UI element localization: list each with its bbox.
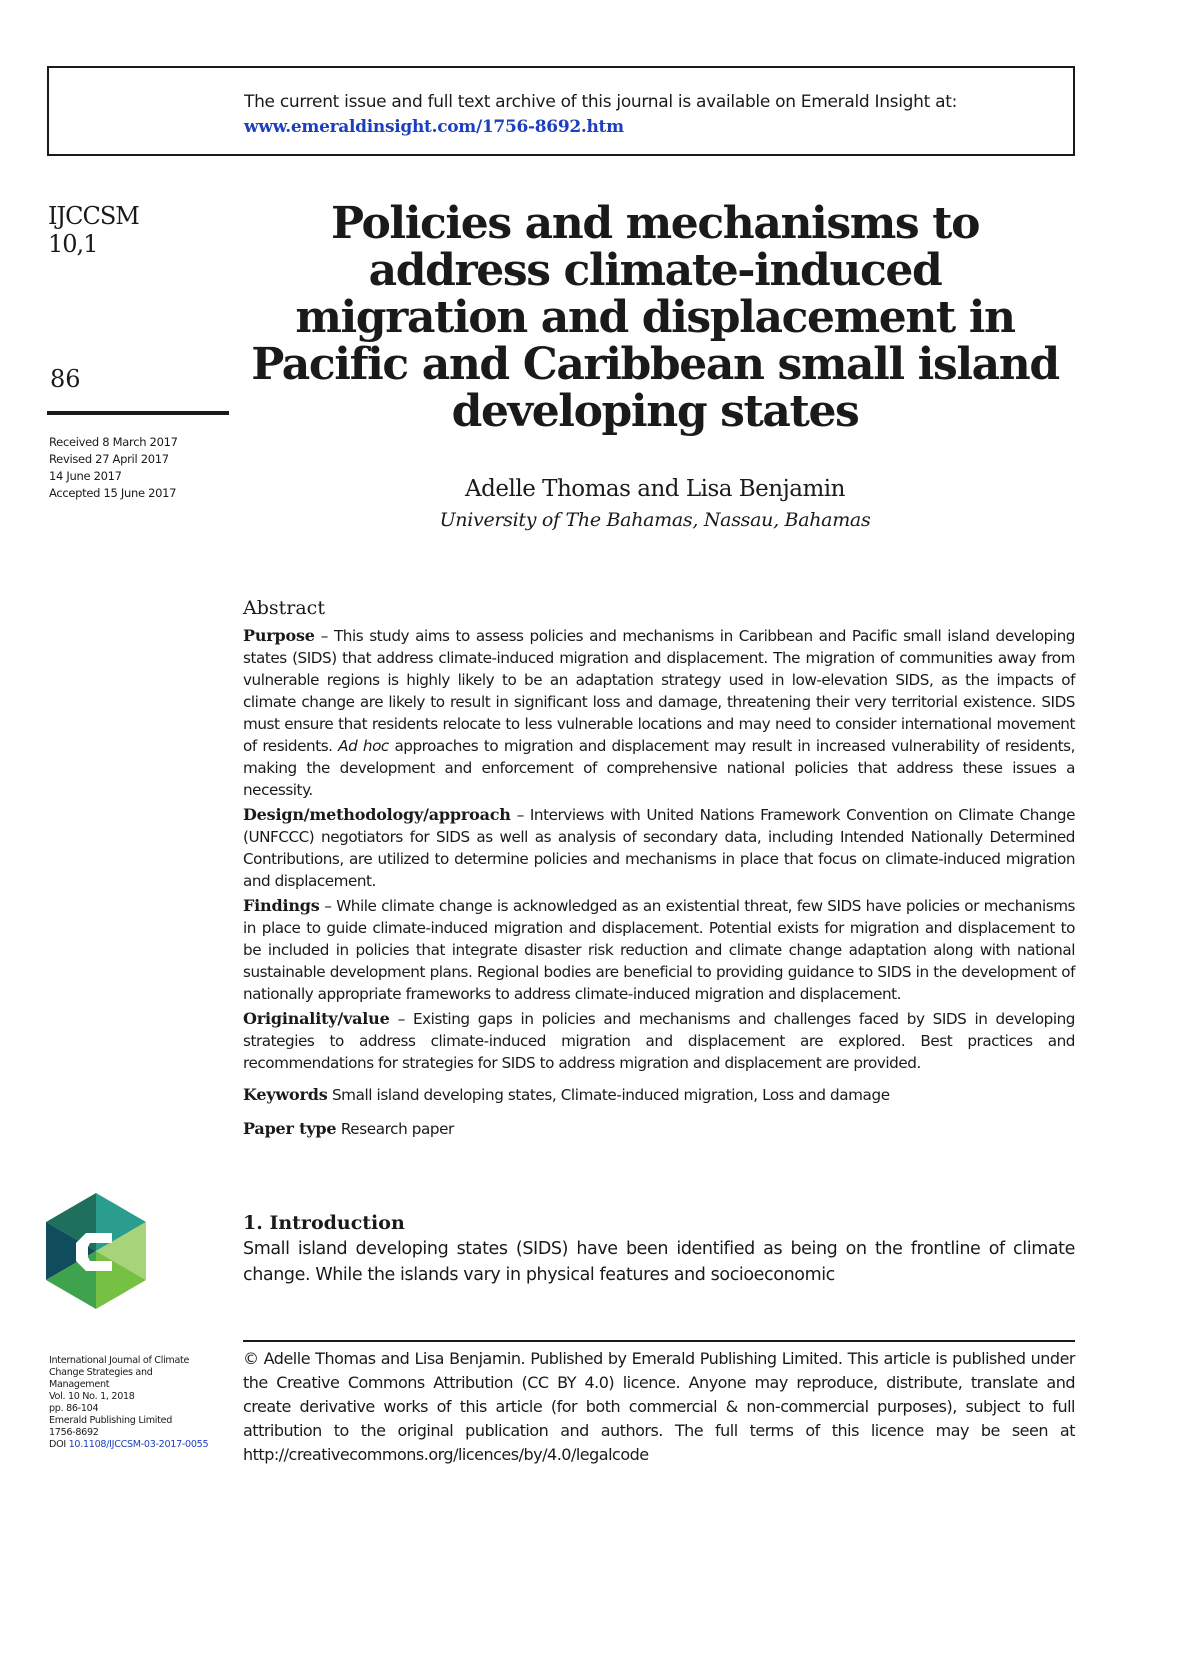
findings-text: – While climate change is acknowledged as an existential threat, few SIDS have policies or mechanisms in place to guide climate-induced migration and displacement. Potential exists for migration and displacement to be included in policies that integrate disaster risk reduction and climate change adaptation along with national sustainable development plans. Regional bodies are beneficial to providing guidance to SIDS in the development of nationally appropriate frameworks to address climate-induced migration and displacement. [243,897,1075,1003]
doi-link[interactable]: 10.1108/IJCCSM-03-2017-0055 [68,1439,209,1450]
originality-text: – Existing gaps in policies and mechanisms and challenges faced by SIDS in developing strategies to address climate-induced migration and displacement are explored. Best practices and recommendations for strategies for SIDS to address migration and displacement are provided. [243,1010,1075,1072]
doi-label: DOI [49,1439,69,1450]
title-line: migration and displacement in [295,292,1015,343]
title-line: Pacific and Caribbean small island [251,339,1059,390]
article-title [235,200,1075,435]
introduction-heading: 1. Introduction [243,1212,405,1234]
pubinfo-line: pp. 86-104 [49,1403,99,1414]
keywords-text: Small island developing states, Climate-induced migration, Loss and damage [327,1086,890,1104]
pubinfo-line: Vol. 10 No. 1, 2018 [49,1391,135,1402]
purpose-italic: Ad hoc [338,737,389,755]
journal-volume-issue: 10,1 [48,230,98,258]
license-footnote: © Adelle Thomas and Lisa Benjamin. Published by Emerald Publishing Limited. This article is published under the Creative Commons Attribution (CC BY 4.0) licence. Anyone may reproduce, distribute, translate and create derivative works of this article (for both commercial & non-commercial purposes), subject to full attribution to the original publication and authors. The full terms of this licence may be seen at http://creativecommons.org/licences/by/4.0/legalcode [243,1349,1075,1464]
page-number: 86 [50,365,81,393]
abstract-findings [243,895,1075,1005]
banner-statement: The current issue and full text archive of this journal is available on Emerald Insight at: [244,92,957,112]
pubinfo-line: International Journal of Climate [49,1355,190,1366]
journal-abbrev: IJCCSM [48,202,139,230]
publication-info [49,1355,234,1451]
keywords [243,1084,1075,1106]
pubinfo-line: Management [49,1379,110,1390]
design-label: Design/methodology/approach [243,805,511,824]
journal-code [48,202,139,258]
date-revised-2: 14 June 2017 [49,469,122,483]
date-revised: Revised 27 April 2017 [49,452,169,466]
pubinfo-line: Change Strategies and [49,1367,153,1378]
findings-label: Findings [243,896,320,915]
abstract-purpose [243,625,1075,801]
abstract-design [243,804,1075,892]
abstract-heading: Abstract [243,597,325,619]
title-line: address climate-induced [368,245,942,296]
design-text: – Interviews with United Nations Framework Convention on Climate Change (UNFCCC) negotiators for SIDS as well as analysis of secondary data, including Intended Nationally Determined Contributions, are utilized to determine policies and mechanisms in place that focus on climate-induced migration and displacement. [243,806,1075,890]
access-banner [47,66,1075,156]
pubinfo-line: 1756-8692 [49,1427,99,1438]
purpose-text: – This study aims to assess policies and mechanisms in Caribbean and Pacific small island developing states (SIDS) that address climate-induced migration and displacement. The migration of communities away from vulnerable regions is highly likely to be an adaptation strategy used in low-elevation SIDS, as the impacts of climate change are likely to result in significant loss and damage, threatening their very territorial existence. SIDS must ensure that residents relocate to less vulnerable locations and may need to consider international movement of residents. [243,627,1075,755]
paper-type-text: Research paper [336,1120,454,1138]
title-line: developing states [451,386,859,437]
keywords-label: Keywords [243,1085,328,1104]
authors: Adelle Thomas and Lisa Benjamin [465,476,845,502]
date-received: Received 8 March 2017 [49,435,178,449]
purpose-label: Purpose [243,626,315,645]
article-dates [49,434,178,502]
crossmark-logo-icon [46,1193,146,1309]
footnote-divider [243,1340,1075,1342]
paper-type [243,1118,1075,1140]
abstract-section [243,597,1075,1140]
sidebar-divider [47,411,229,415]
introduction-text: Small island developing states (SIDS) have been identified as being on the frontline of climate change. While the islands vary in physical features and socioeconomic [243,1239,1075,1285]
title-line: Policies and mechanisms to [330,198,980,249]
date-accepted: Accepted 15 June 2017 [49,486,177,500]
purpose-text-continued: approaches to migration and displacement may result in increased vulnerability of residents, making the development and enforcement of comprehensive national policies that address these issues a necessity. [243,737,1075,799]
doi-line [49,1439,234,1451]
affiliation: University of The Bahamas, Nassau, Bahamas [439,509,871,531]
pubinfo-line: Emerald Publishing Limited [49,1415,172,1426]
originality-label: Originality/value [243,1009,390,1028]
paper-type-label: Paper type [243,1119,337,1138]
banner-text-block [244,90,957,140]
abstract-originality [243,1008,1075,1074]
journal-url-link[interactable]: www.emeraldinsight.com/1756-8692.htm [244,117,624,137]
